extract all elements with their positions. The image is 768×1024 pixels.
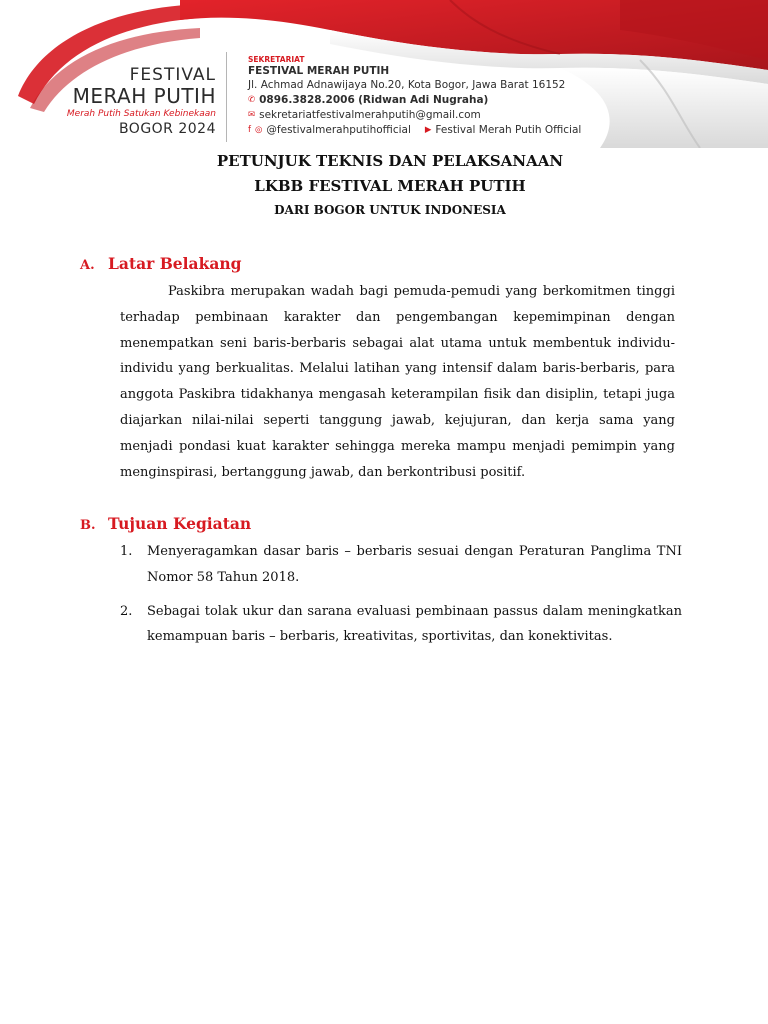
logo-line-festival: FESTIVAL — [129, 65, 216, 85]
letterhead-divider — [226, 52, 227, 142]
section-title: Tujuan Kegiatan — [108, 514, 252, 533]
list-item — [120, 539, 682, 591]
festival-logo — [58, 66, 216, 137]
instagram-icon: ◎ — [255, 125, 263, 135]
section-heading-latar-belakang — [80, 254, 242, 273]
background-paragraph: Paskibra merupakan wadah bagi pemuda-pemudi yang berkomitmen tinggi terhadap pembinaan karakter dan pengembangan kepemimpinan dengan menempatkan seni baris-berbaris sebagai alat utama untuk membentuk individu-individu yang berkualitas. Melalui latihan yang intensif dalam baris-berbaris, para anggota Paskibra tidakhanya mengasah keterampilan fisik dan disiplin, tetapi juga diajarkan nilai-nilai seperti tanggung jawab, kejujuran, dan kerja sama yang menjadi pondasi kuat karakter sehingga mereka mampu menjadi pemimpin yang menginspirasi, bertanggung jawab, dan berkontribusi positif. — [120, 284, 675, 480]
address-text: Jl. Achmad Adnawijaya No.20, Kota Bogor, Jawa Barat 16152 — [248, 79, 566, 91]
section-letter: B. — [80, 518, 96, 533]
section-title: Latar Belakang — [108, 254, 242, 273]
section-letter: A. — [80, 258, 95, 273]
logo-tagline: Merah Putih Satukan Kebinekaan — [66, 109, 216, 119]
youtube-icon: ▶ — [424, 125, 432, 135]
list-item-number: 2. — [120, 603, 133, 619]
list-item-text: Menyeragamkan dasar baris – berbaris sesuai dengan Peraturan Panglima TNI Nomor 58 Tahun 2018. — [147, 544, 682, 585]
secretariat-label: SEKRETARIAT — [248, 55, 305, 64]
list-item — [120, 599, 682, 651]
list-item-text: Sebagai tolak ukur dan sarana evaluasi pembinaan passus dalam meningkatkan kemampuan baris – berbaris, kreativitas, sportivitas, dan konektivitas. — [147, 603, 682, 645]
phone-person: (Ridwan Adi Nugraha) — [358, 94, 489, 106]
email-line — [248, 108, 581, 123]
facebook-icon: f — [248, 125, 251, 135]
document-title-line-2: LKBB FESTIVAL MERAH PUTIH — [254, 177, 526, 195]
youtube-channel: Festival Merah Putih Official — [435, 124, 582, 136]
phone-icon: ✆ — [248, 95, 256, 105]
phone-number: 0896.3828.2006 — [259, 94, 355, 106]
logo-line-merah-putih: MERAH PUTIH — [72, 84, 216, 108]
secretariat-contact-block — [248, 55, 581, 138]
phone-line — [248, 93, 581, 108]
email-icon: ✉ — [248, 110, 256, 120]
objectives-list — [120, 539, 682, 658]
letterhead — [0, 0, 768, 148]
social-line — [248, 123, 581, 138]
email-address: sekretariatfestivalmerahputih@gmail.com — [259, 109, 481, 121]
logo-line-bogor-2024: BOGOR 2024 — [118, 121, 216, 137]
social-handle: @festivalmerahputihofficial — [266, 124, 411, 136]
document-title-line-1: PETUNJUK TEKNIS DAN PELAKSANAAN — [216, 152, 564, 170]
address-line — [248, 78, 581, 93]
list-item-number: 1. — [120, 544, 133, 559]
section-heading-tujuan-kegiatan — [80, 514, 251, 533]
document-subtitle: DARI BOGOR UNTUK INDONESIA — [274, 203, 506, 217]
organization-name: FESTIVAL MERAH PUTIH — [248, 65, 390, 77]
